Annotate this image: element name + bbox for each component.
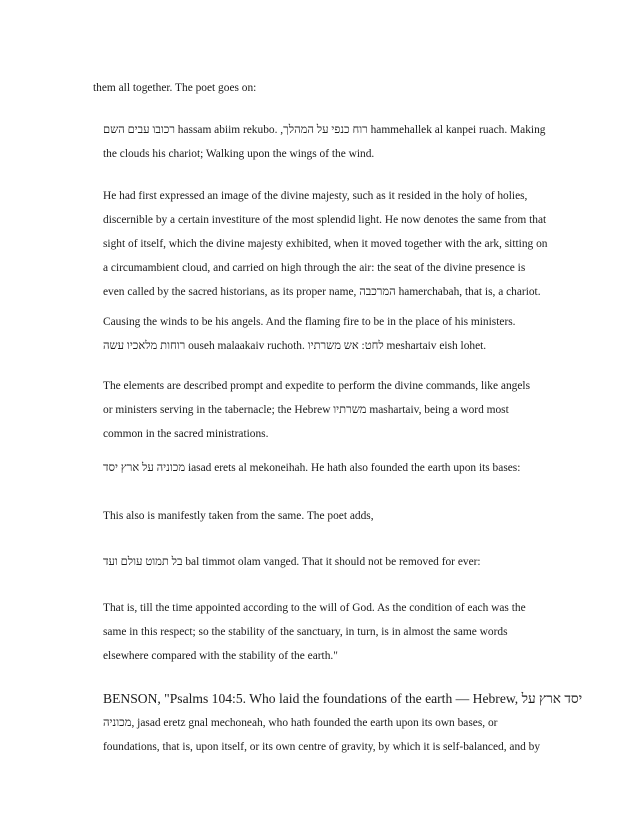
paragraph-founded-earth (93, 456, 553, 480)
text-line: a circumambient cloud, and carried on high through the air: the seat of the divine presence is (103, 262, 526, 274)
text-line: same in this respect; so the stability of the sanctuary, in turn, is in almost the same words (103, 626, 508, 638)
text-line: or ministers serving in the tabernacle; the Hebrew משרתיו mashartaiv, being a word most (103, 404, 509, 416)
paragraph-divine-majesty (93, 184, 553, 304)
text-line: common in the sacred ministrations. (103, 428, 269, 440)
text-line: רכובו עבים השם hassam abiim rekubo. ,רוח כנפי על המהלך hammehallek al kanpei ruach. Making (103, 124, 546, 136)
text-line: The elements are described prompt and expedite to perform the divine commands, like angels (103, 380, 531, 392)
text-line: בל תמוט עולם ועד bal timmot olam vanged. That it should not be removed for ever: (103, 556, 481, 568)
paragraph-winds-angels (93, 310, 553, 358)
text-line: Causing the winds to be his angels. And the flaming fire to be in the place of his ministers. (103, 316, 516, 328)
text-line: BENSON, "Psalms 104:5. Who laid the foundations of the earth — Hebrew, יסד ארץ על (103, 691, 583, 706)
paragraph-poet-adds (93, 504, 553, 528)
text-line: מכוניה, jasad eretz gnal mechoneah, who hath founded the earth upon its own bases, or (103, 717, 498, 729)
text-line: רוחות מלאכיו עשה ouseh malaakaiv ruchoth. לחט: אש משרתיו meshartaiv eish lohet. (103, 340, 487, 352)
paragraph-hebrew-verse-1 (93, 118, 553, 166)
text-line: the clouds his chariot; Walking upon the wings of the wind. (103, 148, 375, 160)
text-line: them all together. The poet goes on: (93, 82, 257, 94)
text-line: That is, till the time appointed according to the will of God. As the condition of each was the (103, 602, 526, 614)
text-line: sight of itself, which the divine majesty exhibited, when it moved together with the ark, sitting on (103, 238, 548, 250)
text-line: He had first expressed an image of the divine majesty, such as it resided in the holy of holies, (103, 190, 528, 202)
paragraph-intro (93, 76, 553, 100)
text-line: מכוניה על ארץ יסד iasad erets al mekoneihah. He hath also founded the earth upon its bases: (103, 462, 521, 474)
paragraph-stability (93, 596, 553, 668)
text-line: even called by the sacred historians, as its proper name, המרכבה hamerchabah, that is, a chariot. (103, 286, 541, 298)
text-line: foundations, that is, upon itself, or its own centre of gravity, by which it is self-balanced, and by (103, 741, 541, 753)
text-line: This also is manifestly taken from the same. The poet adds, (103, 510, 374, 522)
paragraph-not-removed (93, 550, 553, 574)
paragraph-elements (93, 374, 553, 446)
text-line: elsewhere compared with the stability of the earth." (103, 650, 338, 662)
text-line: discernible by a certain investiture of the most splendid light. He now denotes the same from that (103, 214, 547, 226)
paragraph-benson (93, 686, 583, 759)
